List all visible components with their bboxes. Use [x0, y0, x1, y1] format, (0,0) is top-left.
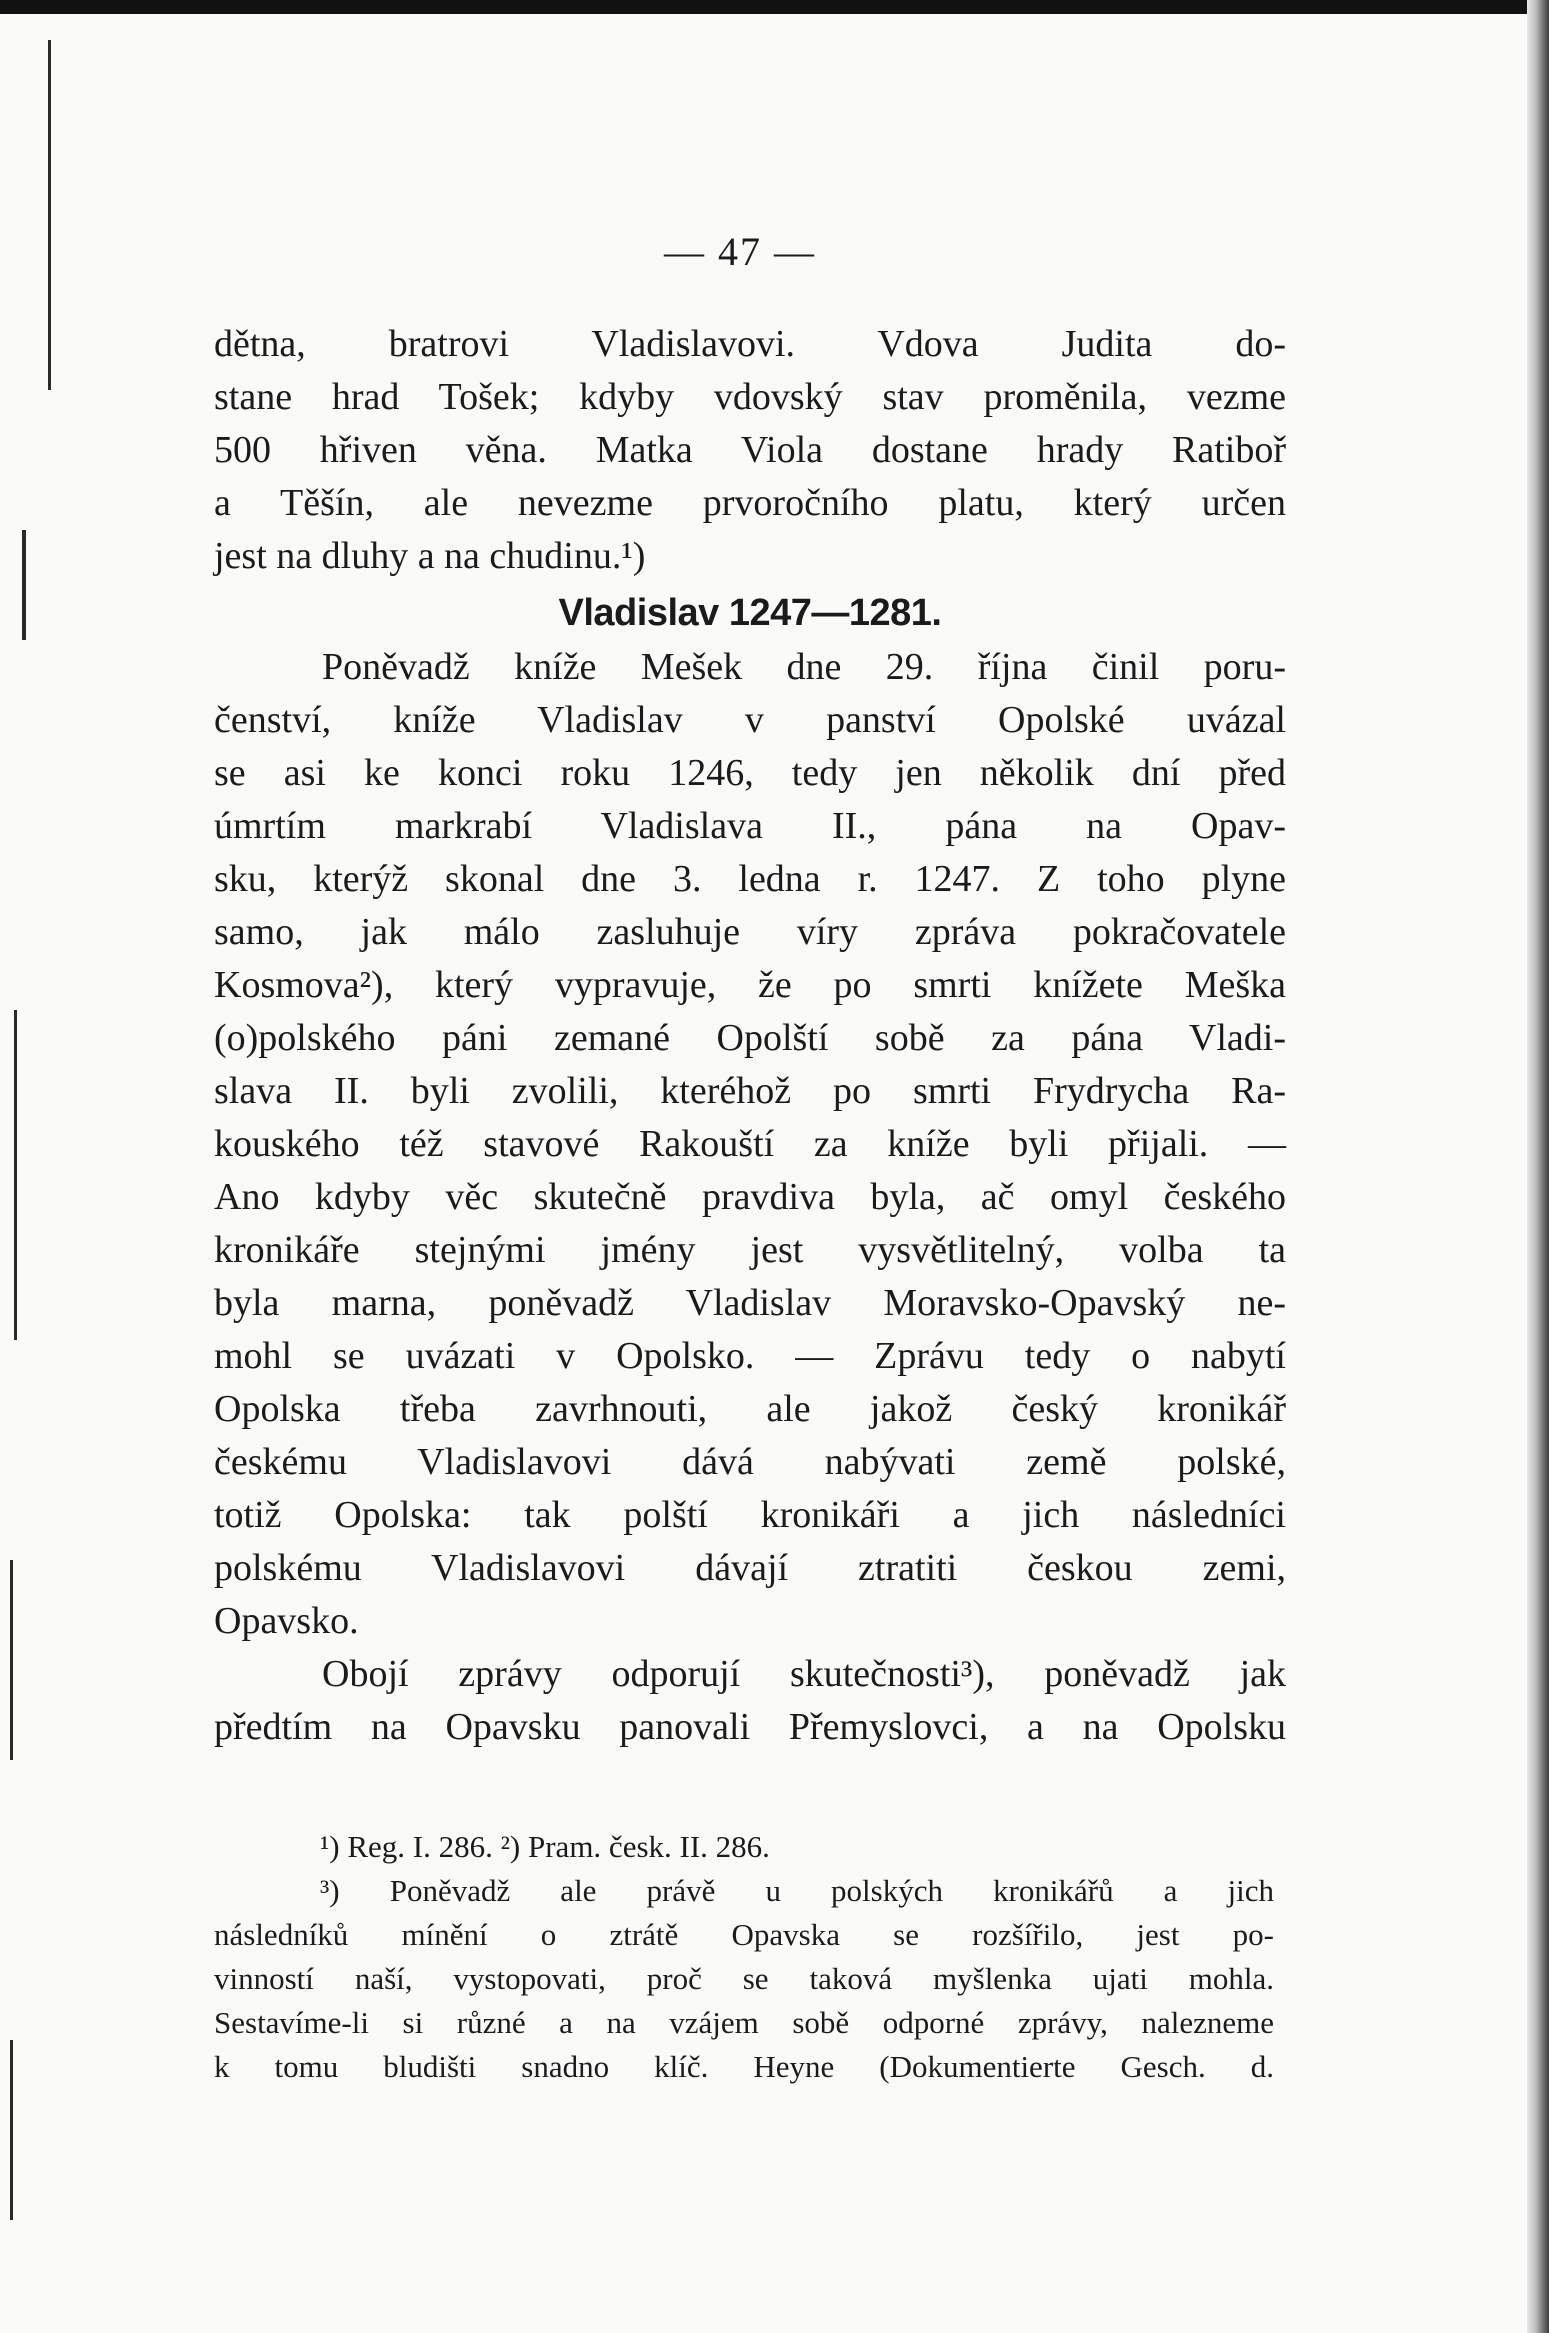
text-line: Opavsko.: [214, 1600, 359, 1642]
text-line: Opolska třeba zavrhnouti, ale jakož český kronikář: [214, 1388, 1286, 1430]
text-line: totiž Opolska: tak polští kronikáři a jich následníci: [214, 1494, 1286, 1536]
text-line: kronikáře stejnými jmény jest vysvětlitelný, volba ta: [214, 1229, 1286, 1271]
text-line: samo, jak málo zasluhuje víry zpráva pokračovatele: [214, 911, 1286, 953]
text-line: mohl se uvázati v Opolsko. — Zprávu tedy o nabytí: [214, 1335, 1286, 1377]
page-number: — 47 —: [664, 229, 816, 274]
footnote-line: následníků mínění o ztrátě Opavska se rozšířilo, jest po-: [214, 1917, 1274, 1952]
text-line: se asi ke konci roku 1246, tedy jen několik dní před: [214, 752, 1286, 794]
binding-shadow: [48, 40, 51, 390]
text-line: předtím na Opavsku panovali Přemyslovci, a na Opolsku: [214, 1706, 1286, 1748]
text-line: kouského též stavové Rakouští za kníže byli přijali. —: [214, 1123, 1286, 1165]
footnotes: [214, 1825, 1274, 2089]
footnote-line: Sestavíme-li si různé a na vzájem sobě odporné zprávy, nalezneme: [214, 2005, 1274, 2040]
footnote-line: vinností naší, vystopovati, proč se taková myšlenka ujati mohla.: [214, 1961, 1274, 1996]
scan-edge-top: [0, 0, 1549, 14]
paragraph-2: [214, 641, 1286, 1648]
text-line: a Těšín, ale nevezme prvoročního platu, který určen: [214, 482, 1286, 524]
text-line: (o)polského páni zemané Opolští sobě za pána Vladi-: [214, 1017, 1286, 1059]
text-line: polskému Vladislavovi dávají ztratiti českou zemi,: [214, 1547, 1286, 1589]
text-line: stane hrad Tošek; kdyby vdovský stav proměnila, vezme: [214, 376, 1286, 418]
text-line: byla marna, poněvadž Vladislav Moravsko-Opavský ne-: [214, 1282, 1286, 1324]
text-line: sku, kterýž skonal dne 3. ledna r. 1247. Z toho plyne: [214, 858, 1286, 900]
text-line: dětna, bratrovi Vladislavovi. Vdova Judita do-: [214, 323, 1286, 365]
scan-edge-right: [1527, 0, 1549, 2333]
binding-shadow: [10, 2040, 13, 2220]
binding-shadow: [10, 1560, 13, 1760]
text-line: Obojí zprávy odporují skutečnosti³), poněvadž jak: [322, 1653, 1286, 1695]
text-line: čenství, kníže Vladislav v panství Opolské uvázal: [214, 699, 1286, 741]
footnote-line: k tomu bludišti snadno klíč. Heyne (Dokumentierte Gesch. d.: [214, 2049, 1274, 2084]
footnote-line: ¹) Reg. I. 286. ²) Pram. česk. II. 286.: [320, 1829, 770, 1864]
text-line: jest na dluhy a na chudinu.¹): [214, 535, 646, 577]
binding-shadow: [22, 530, 26, 640]
text-line: 500 hřiven věna. Matka Viola dostane hrady Ratiboř: [214, 429, 1286, 471]
binding-shadow: [14, 1010, 17, 1340]
paragraph-1: [214, 318, 1286, 583]
body-text: [214, 318, 1286, 1754]
text-line: českému Vladislavovi dává nabývati země polské,: [214, 1441, 1286, 1483]
text-line: Poněvadž kníže Mešek dne 29. října činil poru-: [322, 646, 1286, 688]
text-line: úmrtím markrabí Vladislava II., pána na Opav-: [214, 805, 1286, 847]
paragraph-3: [214, 1648, 1286, 1754]
footnote-line: ³) Poněvadž ale právě u polských kronikářů a jich: [320, 1873, 1274, 1908]
section-heading: Vladislav 1247—1281.: [558, 592, 942, 634]
text-line: Ano kdyby věc skutečně pravdiva byla, ač omyl českého: [214, 1176, 1286, 1218]
text-line: slava II. byli zvolili, kteréhož po smrti Frydrycha Ra-: [214, 1070, 1286, 1112]
text-line: Kosmova²), který vypravuje, že po smrti knížete Meška: [214, 964, 1286, 1006]
